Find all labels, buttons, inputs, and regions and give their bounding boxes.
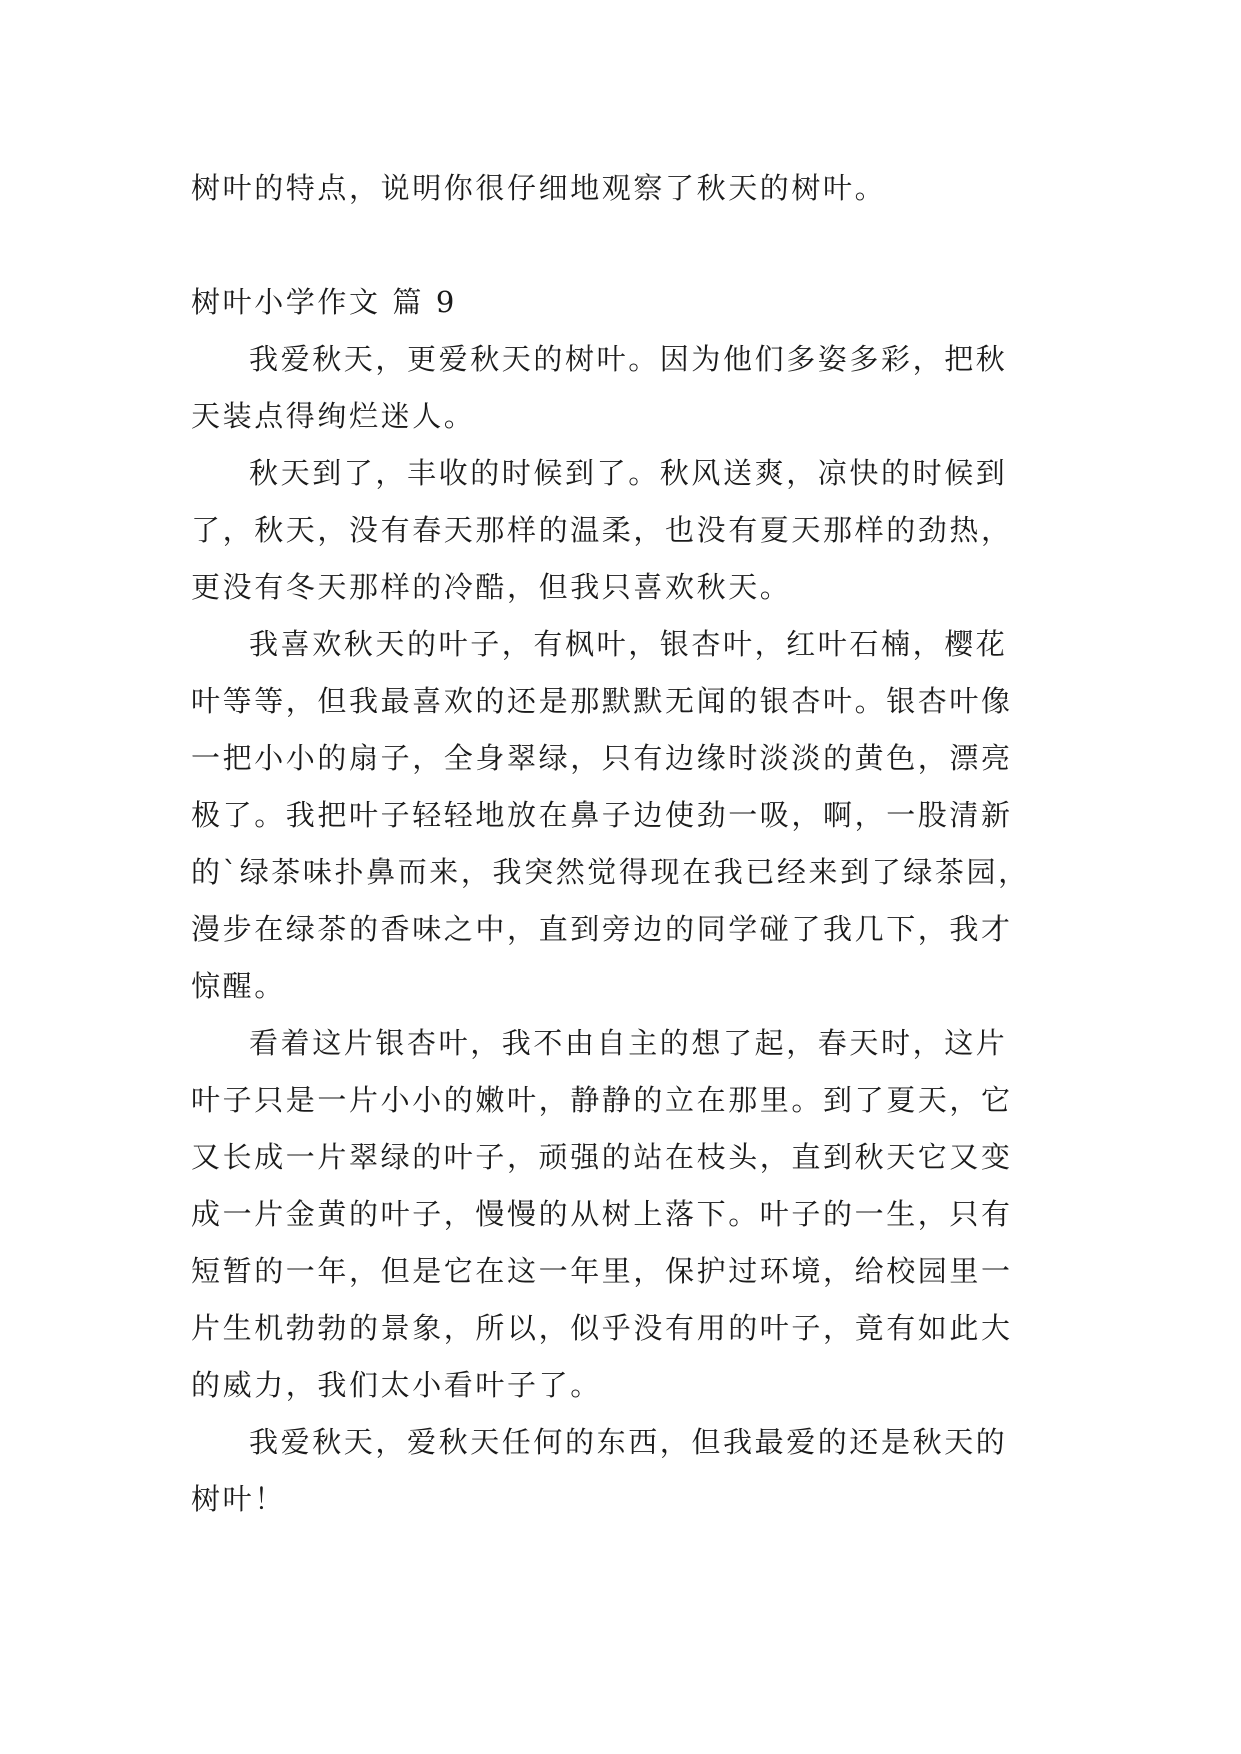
paragraph-line: 的威力，我们太小看叶子了。: [191, 1368, 602, 1402]
paragraph: [191, 616, 1051, 1015]
paragraph: [191, 445, 1051, 616]
section-title: 树叶小学作文 篇 9: [191, 285, 457, 319]
paragraph-line: 了，秋天，没有春天那样的温柔，也没有夏天那样的劲热，: [191, 513, 1013, 547]
paragraph-line: 我爱秋天，爱秋天任何的东西，但我最爱的还是秋天的: [249, 1425, 1008, 1459]
paragraph-line: 看着这片银杏叶，我不由自主的想了起，春天时，这片: [249, 1026, 1008, 1060]
paragraph-line: 惊醒。: [191, 969, 286, 1003]
paragraph-line: 我爱秋天，更爱秋天的树叶。因为他们多姿多彩，把秋: [249, 342, 1008, 376]
paragraph-line: 又长成一片翠绿的叶子，顽强的站在枝头，直到秋天它又变: [191, 1140, 1013, 1174]
continuation-line: 树叶的特点，说明你很仔细地观察了秋天的树叶。: [191, 171, 887, 205]
paragraph-line: 叶等等，但我最喜欢的还是那默默无闻的银杏叶。银杏叶像: [191, 684, 1013, 718]
paragraph-line: 极了。我把叶子轻轻地放在鼻子边使劲一吸，啊，一股清新: [191, 798, 1013, 832]
paragraph-line: 天装点得绚烂迷人。: [191, 399, 476, 433]
paragraph: [191, 1414, 1051, 1528]
paragraph-line: 树叶！: [191, 1482, 286, 1516]
document-body: [191, 160, 1051, 1528]
paragraph-line: 的`绿茶味扑鼻而来，我突然觉得现在我已经来到了绿茶园，: [191, 855, 1030, 889]
paragraph-line: 片生机勃勃的景象，所以，似乎没有用的叶子，竟有如此大: [191, 1311, 1013, 1345]
paragraph-line: 我喜欢秋天的叶子，有枫叶，银杏叶，红叶石楠，樱花: [249, 627, 1008, 661]
paragraph-line: 成一片金黄的叶子，慢慢的从树上落下。叶子的一生，只有: [191, 1197, 1013, 1231]
paragraph-line: 一把小小的扇子，全身翠绿，只有边缘时淡淡的黄色，漂亮: [191, 741, 1013, 775]
paragraph-line: 更没有冬天那样的冷酷，但我只喜欢秋天。: [191, 570, 792, 604]
paragraph-line: 漫步在绿茶的香味之中，直到旁边的同学碰了我几下，我才: [191, 912, 1013, 946]
paragraph: [191, 1015, 1051, 1414]
blank-line: [191, 217, 1051, 274]
paragraph-line: 秋天到了，丰收的时候到了。秋风送爽，凉快的时候到: [249, 456, 1008, 490]
paragraph-line: 叶子只是一片小小的嫩叶，静静的立在那里。到了夏天，它: [191, 1083, 1013, 1117]
paragraph-line: 短暂的一年，但是它在这一年里，保护过环境，给校园里一: [191, 1254, 1013, 1288]
paragraph: [191, 331, 1051, 445]
